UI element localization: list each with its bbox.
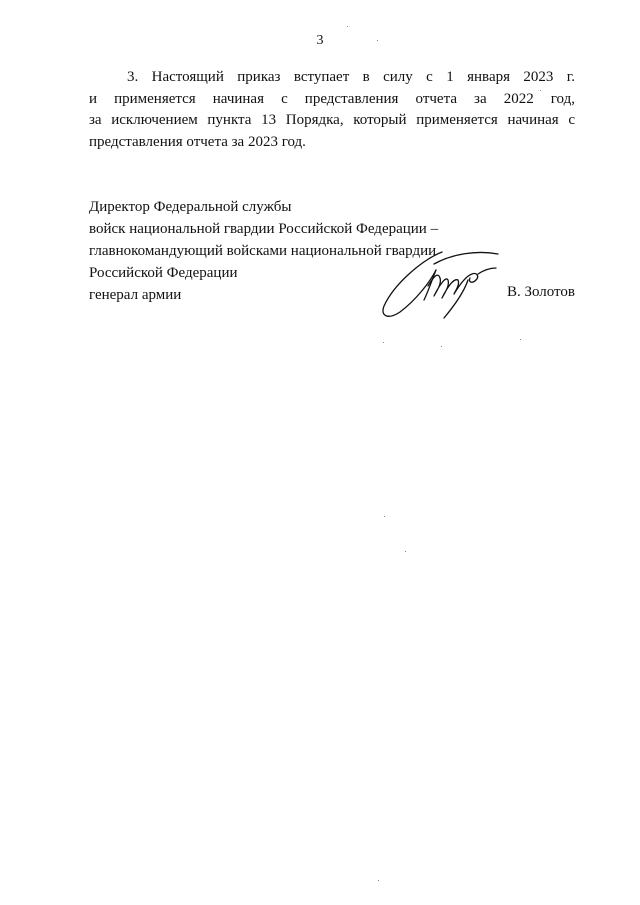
signatory-title-line: главнокомандующий войсками национальной гвардии: [89, 243, 437, 259]
scan-speck: [383, 342, 384, 343]
paragraph-line: и применяется начиная с представления отчета за 2022 год,: [89, 90, 575, 107]
scan-speck: [405, 551, 406, 552]
signatory-title-line: войск национальной гвардии Российской Федерации –: [89, 221, 439, 237]
page-number: 3: [316, 33, 324, 48]
scan-speck: [441, 346, 442, 347]
scan-speck: [347, 26, 348, 27]
signatory-title-line: генерал армии: [89, 287, 182, 303]
signatory-title-line: Российской Федерации: [89, 265, 238, 281]
scan-speck: [384, 516, 385, 517]
handwritten-signature: [372, 240, 502, 326]
signatory-title-line: Директор Федеральной службы: [89, 199, 292, 215]
paragraph-effective-date: [89, 67, 575, 153]
scan-speck: [378, 880, 379, 881]
paragraph-line: представления отчета за 2023 год.: [89, 133, 306, 150]
scan-speck: [377, 40, 378, 41]
signatory-title: [89, 196, 575, 306]
paragraph-line: за исключением пункта 13 Порядка, который применяется начиная с: [89, 112, 575, 128]
paragraph-line: 3. Настоящий приказ вступает в силу с 1 января 2023 г.: [127, 69, 575, 85]
scan-speck: [540, 90, 541, 91]
signatory-name: В. Золотов: [506, 284, 575, 300]
scan-speck: [520, 339, 521, 340]
